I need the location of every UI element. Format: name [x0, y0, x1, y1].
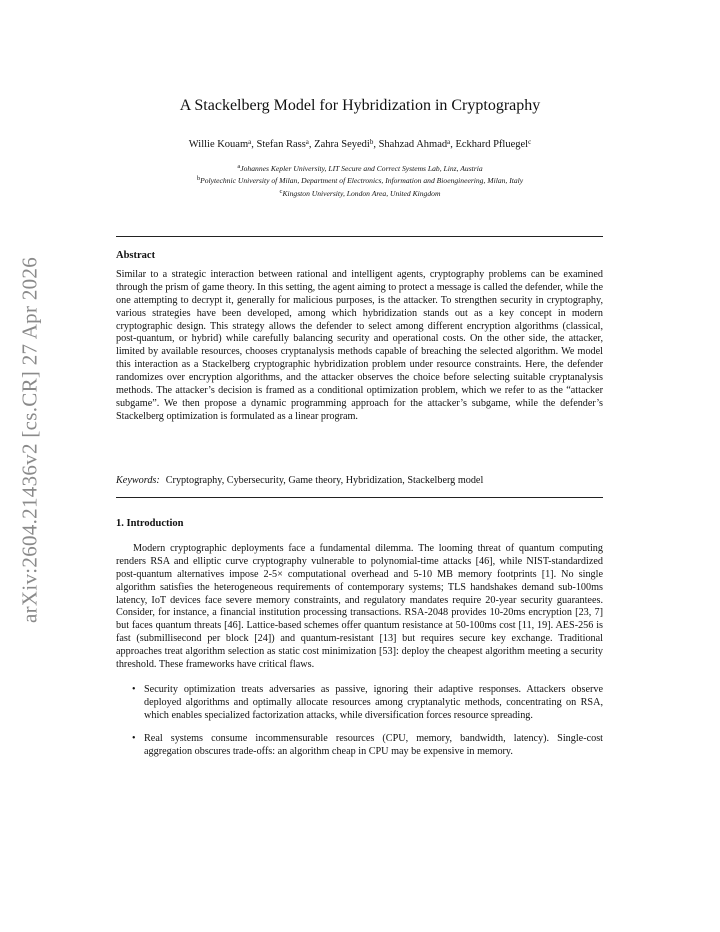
bullet-icon: • — [132, 732, 136, 744]
author: Shahzad Ahmad$^a$ — [378, 138, 451, 150]
keywords-line — [116, 475, 603, 486]
author: Eckhard Pfluegel$^c$ — [455, 138, 532, 150]
paper-title: A Stackelberg Model for Hybridization in Cryptography — [179, 97, 541, 114]
affiliation: $^c$Kingston University, London Area, United Kingdom — [279, 187, 441, 198]
bullet-icon: • — [132, 683, 136, 695]
section-heading: 1. Introduction — [116, 518, 184, 529]
affiliation: $^b$Polytechnic University of Milan, Department of Electronics, Information and Bioengineering, Milan, Italy — [196, 175, 524, 186]
introduction-section — [116, 518, 603, 769]
list-item: • Security optimization treats adversaries as passive, ignoring their adaptive responses. Attackers observe deployed algorithms and optimally allocate resources among cryptanalytic methods, concentrating on RSA, which enables specialized factorization attacks, while diversification forces resource spreading. — [132, 683, 603, 721]
abstract-bottom-rule — [116, 497, 603, 498]
abstract-top-rule — [116, 236, 603, 237]
abstract-text: Similar to a strategic interaction between rational and intelligent agents, cryptography problems can be examined through the prism of game theory. In this setting, the agent aiming to protect a message is called the defender, while the one attempting to decrypt it, generally for malicious purposes, is the attacker. To strengthen security in cryptography, various strategies have been developed, among which hybridization stands out as a key concept in modern cryptographic design. This strategy allows the defender to select among different encryption algorithms (classical, post-quantum, or hybrid) while carefully balancing security and operational costs. On the other side, the attacker, limited by available resources, chooses cryptanalysis methods capable of breaching the selected algorithm. We model this interaction as a Stackelberg cryptographic hybridization problem under resource constraints. Here, the defender randomizes over encryption algorithms, and the attacker observes the choice before selecting suitable cryptanalysis methods. The attacker’s decision is framed as a conditional optimization problem, which we refer to as the “attacker subgame”. We then propose a dynamic programming approach for the attacker’s subgame, while the defender’s Stackelberg optimization is formulated as a linear program. — [116, 268, 603, 422]
keywords-text: Cryptography, Cybersecurity, Game theory, Hybridization, Stackelberg model — [165, 475, 484, 486]
list-item: • Real systems consume incommensurable resources (CPU, memory, bandwidth, latency). Single-cost aggregation obscures trade-offs: an algorithm cheap in CPU may be expensive in memory. — [132, 732, 603, 757]
abstract-block — [116, 250, 603, 424]
intro-paragraph: Modern cryptographic deployments face a fundamental dilemma. The looming threat of quantum computing renders RSA and elliptic curve cryptography vulnerable to polynomial-time attacks [46], while NIST-standardized post-quantum alternatives impose 2-5× computational overhead and 5-10 MB memory footprints [1]. No single algorithm satisfies the heterogeneous requirements of contemporary systems; TLS handshakes demand sub-100ms latency, IoT devices face severe memory constraints, and regulatory mandates require 20-year security guarantees. Consider, for instance, a financial institution processing transactions. RSA-2048 provides 10-20ms encryption [23, 7] but faces quantum threats [46]. Lattice-based schemes offer quantum resistance at 50-100ms cost [11, 19]. AES-256 is fast (submillisecond per block [24]) and quantum-resistant [13] but requires secure key exchange. Traditional approaches treat algorithm selection as static cost minimization [53]: deploy the cheapest algorithm meeting a security threshold. These frameworks have critical flaws. — [116, 542, 603, 671]
affiliation: $^a$Johannes Kepler University, LIT Secure and Correct Systems Lab, Linz, Austria — [237, 163, 483, 173]
author: Stefan Rass$^a$ — [256, 138, 309, 150]
author: Willie Kouam$^a$ — [188, 138, 252, 150]
affiliation-list — [0, 162, 720, 199]
keywords-label: Keywords: — [116, 475, 160, 486]
author: Zahra Seyedi$^b$ — [314, 138, 374, 150]
author-list: Willie Kouam$^a$, Stefan Rass$^a$, Zahra Seyedi$^b$, Shahzad Ahmad$^a$, Eckhard Pfluegel$^c$ — [188, 138, 532, 150]
arxiv-identifier: arXiv:2604.21436v2 [cs.CR] 27 Apr 2026 — [17, 256, 42, 624]
intro-bullet-list — [116, 684, 603, 759]
abstract-heading: Abstract — [116, 250, 156, 261]
